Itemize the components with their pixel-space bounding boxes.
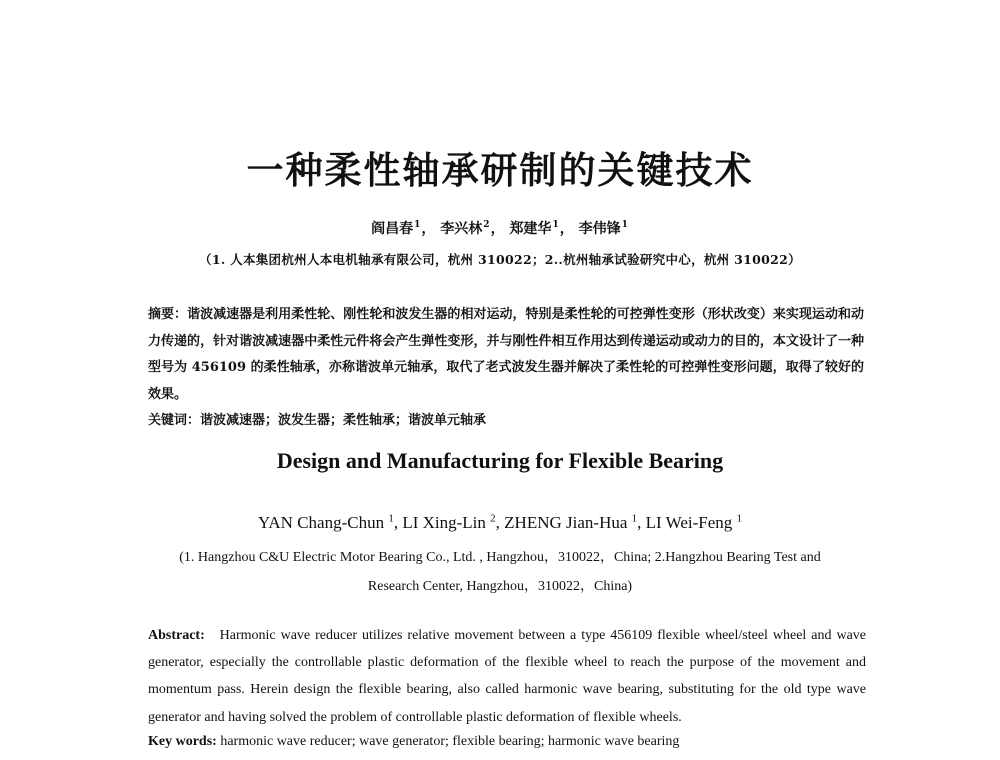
author-cn-4: 李伟锋$^1$	[578, 220, 628, 237]
chinese-abstract-label: 摘要：	[148, 307, 188, 322]
english-keywords	[148, 734, 866, 750]
english-abstract-text: Harmonic wave reducer utilizes relative movement between a type 456109 flexible wheel/steel wheel and wave generator, especially the controllable plastic deformation of the flexible wheel to reach the purpose of the movement and momentum pass. Herein design the flexible bearing, also called harmonic wave bearing, substituting for the old type wave generator and having solved the problem of controllable plastic deformation of flexible wheels.	[148, 628, 866, 725]
english-title: Design and Manufacturing for Flexible Bearing	[276, 448, 724, 473]
english-authors	[0, 512, 1000, 533]
english-affiliation	[150, 543, 850, 601]
chinese-title: 一种柔性轴承研制的关键技术	[246, 148, 754, 192]
author-en-2: LI Xing-Lin $^2$,	[402, 512, 505, 532]
chinese-affiliation: （1. 人本集团杭州人本电机轴承有限公司，杭州 310022；2..杭州轴承试验研究中心，杭州 310022）	[199, 252, 801, 267]
english-abstract-label: Abstract:	[148, 628, 205, 643]
chinese-keywords-label: 关键词：	[148, 413, 201, 428]
chinese-authors	[0, 218, 1000, 238]
author-en-3: ZHENG Jian-Hua $^1$,	[504, 512, 646, 532]
english-affiliation-line-1: (1. Hangzhou C&U Electric Motor Bearing Co., Ltd. , Hangzhou，310022，China; 2.Hangzhou Bearing Test and	[179, 550, 821, 565]
chinese-keywords-text: 谐波减速器；波发生器；柔性轴承；谐波单元轴承	[200, 413, 487, 428]
author-en-1: YAN Chang-Chun $^1$,	[258, 512, 403, 532]
chinese-keywords	[148, 409, 864, 428]
chinese-abstract	[148, 302, 864, 408]
author-en-4: LI Wei-Feng $^1$	[645, 512, 742, 532]
author-cn-2: 李兴林$^2$，	[440, 220, 505, 237]
chinese-abstract-text: 谐波减速器是利用柔性轮、刚性轮和波发生器的相对运动，特别是柔性轮的可控弹性变形（形状改变）来实现运动和动力传递的，针对谐波减速器中柔性元件将会产生弹性变形，并与刚性件相互作用达到传递运动或动力的目的，本文设计了一种型号为 456109 的柔性轴承，亦称谐波单元轴承，取代了老式波发生器并解决了柔性轮的可控弹性变形问题，取得了较好的效果。	[148, 307, 864, 402]
english-keywords-text: harmonic wave reducer; wave generator; flexible bearing; harmonic wave bearing	[220, 734, 680, 749]
author-cn-1: 阎昌春$^1$，	[371, 220, 436, 237]
english-keywords-label: Key words:	[148, 734, 217, 749]
author-cn-3: 郑建华$^1$，	[509, 220, 574, 237]
english-abstract	[148, 622, 866, 731]
english-affiliation-line-2: Research Center, Hangzhou，310022，China)	[367, 579, 633, 594]
